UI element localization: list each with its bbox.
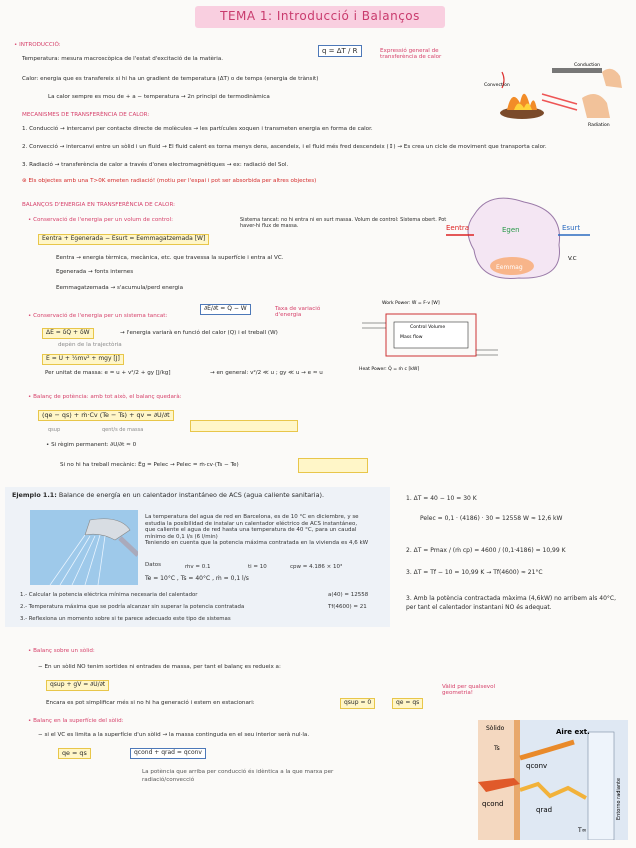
mass-flow-label: Mass flow <box>400 335 423 340</box>
control-volume-label: Control Volume <box>410 325 446 330</box>
example-number: Ejemplo 1.1: <box>12 491 57 499</box>
metal-rod <box>552 68 602 73</box>
example-handwritten-data: Te = 10°C , Ts = 40°C , ṁ = 0,1 l/s <box>145 575 249 582</box>
pelec-highlight <box>298 458 368 473</box>
system-note: Sistema tancat: no hi entra ni en surt massa. Volum de control: Sistema obert. Pot haver-hi flux de massa. <box>240 217 447 229</box>
closed-system-note: Taxa de variació d'energia <box>275 306 321 319</box>
diagram-vc-label: V.C <box>568 256 577 262</box>
diagram-gen-label: Egen <box>502 226 520 234</box>
surface-balance-line: − si el VC es limita a la superfície d'un sòlid → la massa continguda en el seu interior serà nul·la. <box>38 732 310 738</box>
solution-conclusion: 3. Amb la potència contractada màxima (4,6kW) no arribem als 40°C, per tant el calentador instantani NO és adequat. <box>406 595 617 611</box>
solid-steady-eq: qsup = 0 <box>340 698 375 709</box>
shower-image <box>30 510 138 585</box>
example-question: 1.- Calcular la potencia eléctrica mínima necesaria del calentador <box>20 592 198 598</box>
mechanisms-heading: MECANISMES DE TRANSFERÈNCIA DE CALOR: <box>22 112 150 118</box>
specific-energy-eq: Per unitat de massa: e = u + v²/2 + gy [J/kg] <box>45 370 171 376</box>
mechanism-conduction: 1. Conducció → intercanvi per contacte directe de molècules → les partícules xoquen i transmeten energia en forma de calor. <box>22 126 373 132</box>
env-label: Entorno radiante <box>616 777 622 820</box>
conduction-label: Conduction <box>574 63 601 68</box>
radiation-label: Radiation <box>588 123 610 128</box>
example-answer: a(40) = 12558 <box>328 592 369 598</box>
balances-heading: BALANÇOS D'ENERGIA EN TRANSFERÈNCIA DE CALOR: <box>22 202 176 208</box>
solution-step: 3. ΔT = Tf − 10 = 10,99 K → Tf(4600) ≈ 21°C <box>406 569 543 576</box>
example-datum: ti = 10 <box>248 564 267 570</box>
diagram-out-label: Esurt <box>562 224 581 232</box>
surface-explanation: La potència que arriba per conducció és idèntica a la que marxa per radiació/convecció <box>142 769 334 784</box>
energy-acc-def: Eemmagatzemada → s'acumula/perd energia <box>56 285 183 291</box>
power-balance-label-sup: qsup <box>48 427 61 433</box>
mechanism-convection: 2. Convecció → intercanvi entre un sòlid i un fluid → El fluid calent es torna menys dens, ascendeix, i el fluid més fred descendeix (↕) → Es crea un cicle de moviment que transporta calor. <box>22 144 547 150</box>
total-energy-eq: E = U + ½mv² + mgy [J] <box>42 354 124 365</box>
intro-second-law: La calor sempre es mou de + a − temperatura → 2n principi de termodinàmica <box>48 94 270 100</box>
solid-balance-eq: qsup + gV = ∂U/∂t <box>46 680 109 691</box>
energy-in-def: Eentra → energia tèrmica, mecànica, etc. que travessa la superfície i entra al VC. <box>56 255 284 261</box>
tinf-label: T∞ <box>578 827 587 834</box>
intro-heat: Calor: energia que es transfereix si hi ha un gradient de temperatura (ΔT) o de temps (energia de trànsit) <box>22 76 319 82</box>
solution-step: 2. ΔT = Pmax / (ṁ cp) = 4600 / (0,1·4186) = 10,99 K <box>406 547 566 554</box>
diagram-in-label: Eentra <box>446 224 470 232</box>
heat-formula: q = ΔT / R <box>318 45 362 57</box>
qcond-label: qcond <box>482 800 504 808</box>
surface-balance-heading: • Balanç en la superfície del sòlid: <box>28 718 124 724</box>
path-dependence: depèn de la trajectòria <box>58 342 122 348</box>
heat-formula-note: Expressió general de transferència de calor <box>380 48 442 61</box>
example-datum: cpw = 4.186 × 10³ <box>290 564 343 570</box>
solid-balance-line: − En un sòlid NO tenim sortides ni entrades de massa, per tant el balanç es redueix a: <box>38 664 281 670</box>
surface-eq: qe = qs <box>58 748 91 759</box>
ts-label: Ts <box>494 745 500 752</box>
closed-system-eq: ∂E/∂t = Q − W <box>200 304 251 315</box>
radiant-environment <box>588 732 614 840</box>
heat-power-label: Heat Power: Q̇ = ṁ c [kW] <box>359 367 420 372</box>
solution-step: 1. ΔT = 40 − 10 = 30 K <box>406 495 477 502</box>
air-label: Aire ext. <box>556 728 590 736</box>
inlet-pipe <box>362 323 386 328</box>
no-work-note: Si no hi ha treball mecànic: Ėg = Pelec → Pelec = ṁ·cv·(Ts − Te) <box>60 462 239 468</box>
power-balance-heading: • Balanç de potència: amb tot això, el balanç quedarà: <box>28 394 182 400</box>
example-question: 3.- Reflexiona un momento sobre si te parece adecuado este tipo de sistemas <box>20 616 231 622</box>
surface-heat-eq: qcond + qrad = qconv <box>130 748 206 759</box>
example-subtitle: Balance de energía en un calentador instantáneo de ACS (agua caliente sanitaria). <box>58 491 325 499</box>
example-datum: ṁv = 0.1 <box>185 564 211 570</box>
solution-step: Pelec = 0,1 · (4186) · 30 = 12558 W ≈ 12,6 kW <box>420 515 563 522</box>
control-volume-diagram <box>444 190 594 290</box>
shower-background <box>30 510 138 585</box>
example-datos-label: Datos <box>145 562 161 568</box>
qconv-label: qconv <box>526 762 548 770</box>
convection-label: Convection <box>484 83 510 88</box>
example-question: 2.- Temperatura máxima que se podría alcanzar sin superar la potencia contratada <box>20 604 245 610</box>
power-balance-label-mass: qent/s de massa <box>102 427 144 433</box>
intro-temperature: Temperatura: mesura macroscòpica de l'estat d'excitació de la matèria. <box>22 56 224 62</box>
example-answer: Tf(4600) = 21 <box>328 604 367 610</box>
example-text-line: que caliente el agua de red hasta una temperatura de 40 °C, para un caudal <box>145 527 357 534</box>
solid-geometry-note: Vàlid per qualsevol geometria! <box>442 684 496 697</box>
delta-e-eq: ΔE = δQ + δW <box>42 328 94 339</box>
control-volume-heading: • Conservació de l'energia per un volum de control: <box>28 217 174 223</box>
outlet-pipe <box>476 350 498 355</box>
work-power-label: Work Power: Ẇ = F·v [W] <box>382 301 440 306</box>
energy-gen-def: Egenerada → fonts internes <box>56 269 134 275</box>
control-volume-box-diagram <box>358 296 503 374</box>
energy-balance-eq: Eentra + Egenerada − Esurt = Eemmagatzemada [W] <box>38 234 209 245</box>
closed-system-heading: • Conservació de l'energia per un sistema tancat: <box>28 313 168 319</box>
page-title: TEMA 1: Introducció i Balanços <box>220 9 420 23</box>
solid-simplify-line: Encara es pot simplificar més si no hi ha generació i estem en estacionari: <box>46 700 255 706</box>
surface-balance-figure <box>478 720 628 840</box>
specific-energy-approx: → en general: v²/2 ≪ u ; gy ≪ u → e ≈ u <box>210 370 323 376</box>
power-balance-label-sup <box>190 420 298 432</box>
solid-label: Sòlido <box>486 725 505 732</box>
example-title <box>12 491 324 499</box>
example-text-line: Teniendo en cuenta que la potencia máxima contratada en la vivienda es 4,6 kW <box>145 540 369 547</box>
qrad-label: qrad <box>536 806 553 814</box>
solid-steady-eq-b: qe = qs <box>392 698 423 709</box>
steady-state-note: • Si règim permanent: ∂U/∂t ≈ 0 <box>46 442 137 448</box>
example-text-line: La temperatura del agua de red en Barcelona, es de 10 °C en diciembre, y se <box>145 514 359 520</box>
example-text-line: estudia la posibilidad de instalar un calentador eléctrico de ACS instantáneo, <box>145 520 358 527</box>
heat-transfer-illustration <box>482 58 632 130</box>
power-balance-eq: (qe − qs) + ṁ·Cv (Te − Ts) + qv = ∂U/∂t <box>38 410 174 421</box>
example-text <box>145 514 368 547</box>
diagram-acc-label: Eemmag <box>496 264 523 271</box>
mechanism-radiation: 3. Radiació → transferència de calor a través d'ones electromagnètiques → ex: radiació del Sol. <box>22 162 289 168</box>
solid-balance-heading: • Balanç sobre un sòlid: <box>28 648 95 654</box>
delta-e-note: → l'energia variarà en funció del calor (Q) i el treball (W) <box>120 330 278 336</box>
mechanism-note: ⊛ Els objectes amb una T>0K emeten radiació! (motiu per l'espai i pot ser absorbida per altres objectes) <box>22 178 317 184</box>
example-text-line: mínimo de 0,1 l/s (6 l/min) <box>145 533 218 540</box>
intro-heading: • INTRODUCCIÓ: <box>14 42 61 48</box>
